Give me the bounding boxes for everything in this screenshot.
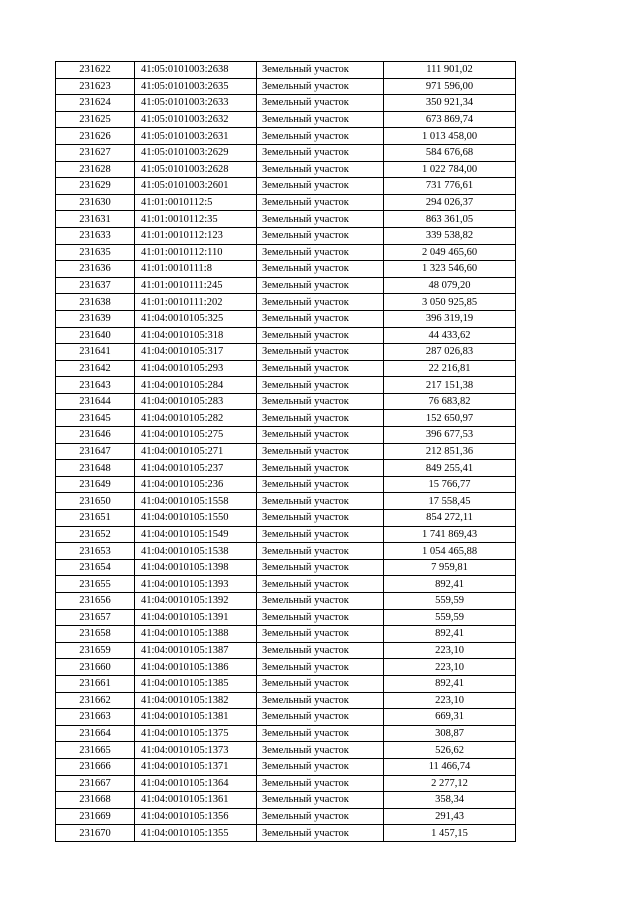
cadastral-value-cell: 339 538,82 [384, 227, 516, 244]
cadastral-number-cell: 41:04:0010105:271 [135, 443, 257, 460]
table-row [56, 310, 516, 327]
cadastral-number-cell: 41:04:0010105:284 [135, 377, 257, 394]
object-type-cell: Земельный участок [257, 825, 384, 842]
record-number-cell: 231654 [56, 559, 135, 576]
record-number-cell: 231664 [56, 725, 135, 742]
record-number-cell: 231639 [56, 310, 135, 327]
object-type-cell: Земельный участок [257, 725, 384, 742]
cadastral-number-cell: 41:04:0010105:236 [135, 476, 257, 493]
table-row [56, 543, 516, 560]
cadastral-number-cell: 41:04:0010105:1361 [135, 792, 257, 809]
object-type-cell: Земельный участок [257, 427, 384, 444]
cadastral-number-cell: 41:01:0010111:245 [135, 277, 257, 294]
table-row [56, 327, 516, 344]
table-row [56, 194, 516, 211]
object-type-cell: Земельный участок [257, 709, 384, 726]
object-type-cell: Земельный участок [257, 277, 384, 294]
record-number-cell: 231641 [56, 344, 135, 361]
object-type-cell: Земельный участок [257, 758, 384, 775]
cadastral-number-cell: 41:04:0010105:318 [135, 327, 257, 344]
table-row [56, 277, 516, 294]
table-row [56, 559, 516, 576]
object-type-cell: Земельный участок [257, 609, 384, 626]
cadastral-value-cell: 559,59 [384, 593, 516, 610]
record-number-cell: 231651 [56, 510, 135, 527]
cadastral-number-cell: 41:04:0010105:282 [135, 410, 257, 427]
cadastral-number-cell: 41:01:0010111:202 [135, 294, 257, 311]
table-row [56, 128, 516, 145]
cadastral-value-cell: 44 433,62 [384, 327, 516, 344]
table-body [56, 62, 516, 842]
cadastral-number-cell: 41:04:0010105:1538 [135, 543, 257, 560]
table-row [56, 808, 516, 825]
cadastral-number-cell: 41:04:0010105:293 [135, 360, 257, 377]
record-number-cell: 231668 [56, 792, 135, 809]
cadastral-number-cell: 41:04:0010105:1355 [135, 825, 257, 842]
record-number-cell: 231637 [56, 277, 135, 294]
record-number-cell: 231650 [56, 493, 135, 510]
table-row [56, 78, 516, 95]
cadastral-value-cell: 1 013 458,00 [384, 128, 516, 145]
cadastral-value-cell: 673 869,74 [384, 111, 516, 128]
record-number-cell: 231635 [56, 244, 135, 261]
cadastral-number-cell: 41:04:0010105:1393 [135, 576, 257, 593]
cadastral-number-cell: 41:04:0010105:1386 [135, 659, 257, 676]
cadastral-number-cell: 41:04:0010105:1356 [135, 808, 257, 825]
table-row [56, 775, 516, 792]
object-type-cell: Земельный участок [257, 675, 384, 692]
object-type-cell: Земельный участок [257, 227, 384, 244]
cadastral-number-cell: 41:04:0010105:1550 [135, 510, 257, 527]
table-row [56, 758, 516, 775]
cadastral-number-cell: 41:04:0010105:1392 [135, 593, 257, 610]
record-number-cell: 231627 [56, 144, 135, 161]
object-type-cell: Земельный участок [257, 310, 384, 327]
object-type-cell: Земельный участок [257, 775, 384, 792]
object-type-cell: Земельный участок [257, 360, 384, 377]
record-number-cell: 231655 [56, 576, 135, 593]
object-type-cell: Земельный участок [257, 808, 384, 825]
cadastral-value-cell: 212 851,36 [384, 443, 516, 460]
object-type-cell: Земельный участок [257, 593, 384, 610]
object-type-cell: Земельный участок [257, 178, 384, 195]
cadastral-value-cell: 1 022 784,00 [384, 161, 516, 178]
cadastral-value-cell: 111 901,02 [384, 62, 516, 79]
table-row [56, 178, 516, 195]
cadastral-value-cell: 358,34 [384, 792, 516, 809]
table-row [56, 144, 516, 161]
cadastral-value-cell: 76 683,82 [384, 393, 516, 410]
table-row [56, 227, 516, 244]
object-type-cell: Земельный участок [257, 493, 384, 510]
cadastral-value-cell: 971 596,00 [384, 78, 516, 95]
cadastral-number-cell: 41:05:0101003:2628 [135, 161, 257, 178]
cadastral-number-cell: 41:01:0010112:5 [135, 194, 257, 211]
cadastral-value-cell: 669,31 [384, 709, 516, 726]
table-row [56, 443, 516, 460]
record-number-cell: 231647 [56, 443, 135, 460]
object-type-cell: Земельный участок [257, 95, 384, 112]
cadastral-value-cell: 396 677,53 [384, 427, 516, 444]
table-row [56, 261, 516, 278]
cadastral-value-cell: 1 457,15 [384, 825, 516, 842]
cadastral-number-cell: 41:04:0010105:1364 [135, 775, 257, 792]
cadastral-number-cell: 41:05:0101003:2601 [135, 178, 257, 195]
cadastral-number-cell: 41:05:0101003:2631 [135, 128, 257, 145]
cadastral-number-cell: 41:04:0010105:1373 [135, 742, 257, 759]
record-number-cell: 231663 [56, 709, 135, 726]
cadastral-value-cell: 217 151,38 [384, 377, 516, 394]
cadastral-value-cell: 287 026,83 [384, 344, 516, 361]
table-row [56, 294, 516, 311]
record-number-cell: 231656 [56, 593, 135, 610]
object-type-cell: Земельный участок [257, 410, 384, 427]
cadastral-number-cell: 41:04:0010105:1387 [135, 642, 257, 659]
cadastral-number-cell: 41:01:0010112:35 [135, 211, 257, 228]
record-number-cell: 231659 [56, 642, 135, 659]
record-number-cell: 231625 [56, 111, 135, 128]
cadastral-value-cell: 15 766,77 [384, 476, 516, 493]
cadastral-value-cell: 350 921,34 [384, 95, 516, 112]
object-type-cell: Земельный участок [257, 642, 384, 659]
record-number-cell: 231652 [56, 526, 135, 543]
record-number-cell: 231666 [56, 758, 135, 775]
cadastral-value-cell: 396 319,19 [384, 310, 516, 327]
cadastral-number-cell: 41:04:0010105:275 [135, 427, 257, 444]
cadastral-value-cell: 731 776,61 [384, 178, 516, 195]
object-type-cell: Земельный участок [257, 128, 384, 145]
cadastral-number-cell: 41:04:0010105:317 [135, 344, 257, 361]
record-number-cell: 231645 [56, 410, 135, 427]
record-number-cell: 231649 [56, 476, 135, 493]
cadastral-number-cell: 41:04:0010105:1375 [135, 725, 257, 742]
record-number-cell: 231638 [56, 294, 135, 311]
cadastral-number-cell: 41:04:0010105:1391 [135, 609, 257, 626]
object-type-cell: Земельный участок [257, 576, 384, 593]
object-type-cell: Земельный участок [257, 626, 384, 643]
cadastral-value-cell: 1 741 869,43 [384, 526, 516, 543]
record-number-cell: 231648 [56, 460, 135, 477]
cadastral-value-cell: 7 959,81 [384, 559, 516, 576]
table-row [56, 709, 516, 726]
table-row [56, 211, 516, 228]
object-type-cell: Земельный участок [257, 161, 384, 178]
cadastral-value-cell: 892,41 [384, 576, 516, 593]
table-row [56, 825, 516, 842]
record-number-cell: 231646 [56, 427, 135, 444]
cadastral-number-cell: 41:04:0010105:325 [135, 310, 257, 327]
table-row [56, 659, 516, 676]
table-row [56, 692, 516, 709]
record-number-cell: 231661 [56, 675, 135, 692]
object-type-cell: Земельный участок [257, 62, 384, 79]
table-row [56, 642, 516, 659]
cadastral-number-cell: 41:05:0101003:2638 [135, 62, 257, 79]
object-type-cell: Земельный участок [257, 344, 384, 361]
cadastral-value-cell: 1 054 465,88 [384, 543, 516, 560]
cadastral-value-cell: 892,41 [384, 626, 516, 643]
object-type-cell: Земельный участок [257, 327, 384, 344]
table-row [56, 510, 516, 527]
table-row [56, 377, 516, 394]
cadastral-number-cell: 41:04:0010105:1549 [135, 526, 257, 543]
cadastral-number-cell: 41:04:0010105:1382 [135, 692, 257, 709]
record-number-cell: 231644 [56, 393, 135, 410]
cadastral-number-cell: 41:04:0010105:283 [135, 393, 257, 410]
table-row [56, 161, 516, 178]
cadastral-value-cell: 223,10 [384, 692, 516, 709]
record-number-cell: 231633 [56, 227, 135, 244]
record-number-cell: 231636 [56, 261, 135, 278]
object-type-cell: Земельный участок [257, 792, 384, 809]
record-number-cell: 231631 [56, 211, 135, 228]
record-number-cell: 231642 [56, 360, 135, 377]
cadastral-number-cell: 41:04:0010105:1558 [135, 493, 257, 510]
record-number-cell: 231670 [56, 825, 135, 842]
record-number-cell: 231624 [56, 95, 135, 112]
cadastral-value-cell: 11 466,74 [384, 758, 516, 775]
record-number-cell: 231669 [56, 808, 135, 825]
record-number-cell: 231653 [56, 543, 135, 560]
object-type-cell: Земельный участок [257, 111, 384, 128]
object-type-cell: Земельный участок [257, 742, 384, 759]
cadastral-value-cell: 1 323 546,60 [384, 261, 516, 278]
table-row [56, 95, 516, 112]
cadastral-number-cell: 41:04:0010105:1371 [135, 758, 257, 775]
record-number-cell: 231640 [56, 327, 135, 344]
object-type-cell: Земельный участок [257, 692, 384, 709]
table-row [56, 111, 516, 128]
object-type-cell: Земельный участок [257, 377, 384, 394]
cadastral-value-cell: 584 676,68 [384, 144, 516, 161]
cadastral-value-cell: 223,10 [384, 659, 516, 676]
object-type-cell: Земельный участок [257, 78, 384, 95]
cadastral-value-cell: 892,41 [384, 675, 516, 692]
object-type-cell: Земельный участок [257, 261, 384, 278]
cadastral-value-cell: 2 049 465,60 [384, 244, 516, 261]
cadastral-value-cell: 854 272,11 [384, 510, 516, 527]
cadastral-number-cell: 41:01:0010112:110 [135, 244, 257, 261]
object-type-cell: Земельный участок [257, 393, 384, 410]
table-row [56, 244, 516, 261]
cadastral-number-cell: 41:01:0010112:123 [135, 227, 257, 244]
record-number-cell: 231622 [56, 62, 135, 79]
cadastral-value-cell: 223,10 [384, 642, 516, 659]
table-row [56, 393, 516, 410]
table-row [56, 476, 516, 493]
object-type-cell: Земельный участок [257, 244, 384, 261]
cadastral-value-cell: 849 255,41 [384, 460, 516, 477]
object-type-cell: Земельный участок [257, 294, 384, 311]
record-number-cell: 231623 [56, 78, 135, 95]
object-type-cell: Земельный участок [257, 659, 384, 676]
cadastral-number-cell: 41:01:0010111:8 [135, 261, 257, 278]
record-number-cell: 231643 [56, 377, 135, 394]
record-number-cell: 231630 [56, 194, 135, 211]
object-type-cell: Земельный участок [257, 443, 384, 460]
cadastral-value-cell: 2 277,12 [384, 775, 516, 792]
cadastral-value-cell: 291,43 [384, 808, 516, 825]
table-row [56, 427, 516, 444]
table-row [56, 62, 516, 79]
record-number-cell: 231658 [56, 626, 135, 643]
object-type-cell: Земельный участок [257, 460, 384, 477]
table-row [56, 344, 516, 361]
object-type-cell: Земельный участок [257, 543, 384, 560]
cadastral-number-cell: 41:05:0101003:2632 [135, 111, 257, 128]
object-type-cell: Земельный участок [257, 526, 384, 543]
record-number-cell: 231626 [56, 128, 135, 145]
cadastral-value-cell: 863 361,05 [384, 211, 516, 228]
cadastral-value-cell: 559,59 [384, 609, 516, 626]
cadastral-number-cell: 41:04:0010105:1385 [135, 675, 257, 692]
table-row [56, 742, 516, 759]
cadastral-value-cell: 48 079,20 [384, 277, 516, 294]
object-type-cell: Земельный участок [257, 559, 384, 576]
table-row [56, 493, 516, 510]
table-row [56, 609, 516, 626]
cadastral-value-cell: 294 026,37 [384, 194, 516, 211]
cadastral-number-cell: 41:04:0010105:1398 [135, 559, 257, 576]
record-number-cell: 231662 [56, 692, 135, 709]
record-number-cell: 231660 [56, 659, 135, 676]
record-number-cell: 231667 [56, 775, 135, 792]
table-row [56, 792, 516, 809]
table-row [56, 626, 516, 643]
object-type-cell: Земельный участок [257, 144, 384, 161]
object-type-cell: Земельный участок [257, 194, 384, 211]
table-row [56, 360, 516, 377]
land-registry-table [55, 61, 516, 842]
object-type-cell: Земельный участок [257, 476, 384, 493]
table-row [56, 460, 516, 477]
object-type-cell: Земельный участок [257, 211, 384, 228]
cadastral-number-cell: 41:04:0010105:1381 [135, 709, 257, 726]
record-number-cell: 231628 [56, 161, 135, 178]
table-row [56, 526, 516, 543]
cadastral-value-cell: 22 216,81 [384, 360, 516, 377]
cadastral-value-cell: 308,87 [384, 725, 516, 742]
cadastral-number-cell: 41:05:0101003:2629 [135, 144, 257, 161]
object-type-cell: Земельный участок [257, 510, 384, 527]
record-number-cell: 231665 [56, 742, 135, 759]
cadastral-value-cell: 526,62 [384, 742, 516, 759]
table-row [56, 576, 516, 593]
table-row [56, 725, 516, 742]
cadastral-value-cell: 17 558,45 [384, 493, 516, 510]
cadastral-value-cell: 152 650,97 [384, 410, 516, 427]
table-row [56, 410, 516, 427]
cadastral-number-cell: 41:05:0101003:2635 [135, 78, 257, 95]
record-number-cell: 231629 [56, 178, 135, 195]
cadastral-number-cell: 41:05:0101003:2633 [135, 95, 257, 112]
cadastral-number-cell: 41:04:0010105:1388 [135, 626, 257, 643]
table-row [56, 593, 516, 610]
table-row [56, 675, 516, 692]
cadastral-value-cell: 3 050 925,85 [384, 294, 516, 311]
cadastral-number-cell: 41:04:0010105:237 [135, 460, 257, 477]
record-number-cell: 231657 [56, 609, 135, 626]
